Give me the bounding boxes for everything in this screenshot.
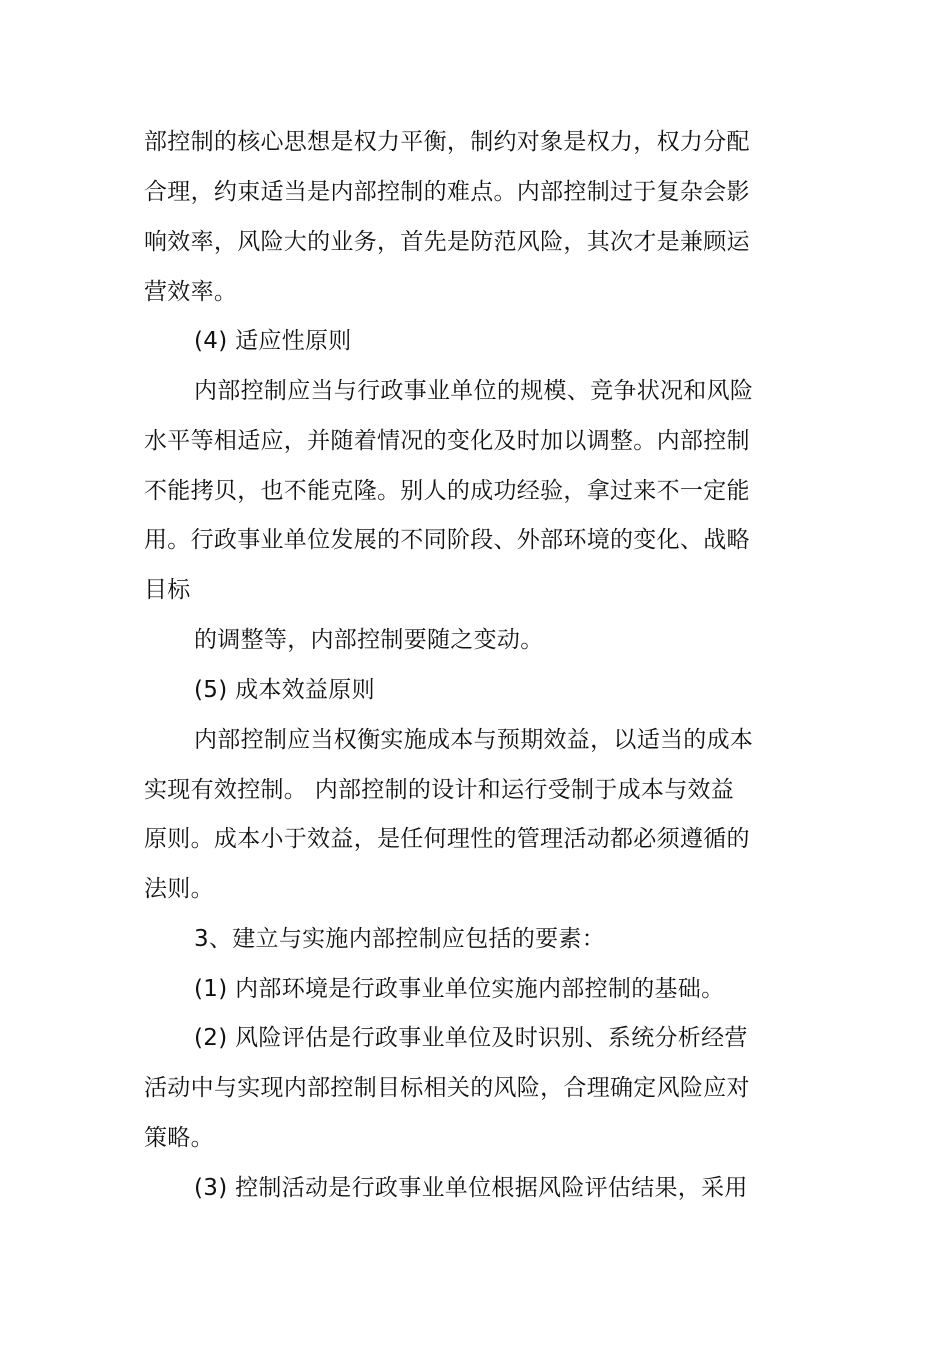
text-line: 内部控制应当与行政事业单位的规模、竞争状况和风险 <box>194 378 754 404</box>
text-line: 策略。 <box>144 1125 214 1151</box>
text-line: 部控制的核心思想是权力平衡，制约对象是权力，权力分配 <box>144 129 750 155</box>
section-heading: (4) 适应性原则 <box>194 328 352 354</box>
text-line: 不能拷贝，也不能克隆。别人的成功经验，拿过来不一定能 <box>144 478 750 504</box>
list-item: (1) 内部环境是行政事业单位实施内部控制的基础。 <box>194 976 725 1002</box>
section-heading: 3、建立与实施内部控制应包括的要素： <box>194 926 606 952</box>
text-line: 活动中与实现内部控制目标相关的风险，合理确定风险应对 <box>144 1075 750 1101</box>
text-line: 实现有效控制。 内部控制的设计和运行受制于成本与效益 <box>144 777 735 803</box>
section-heading: (5) 成本效益原则 <box>194 677 375 703</box>
text-line: 目标 <box>144 577 191 603</box>
list-item: (2) 风险评估是行政事业单位及时识别、系统分析经营 <box>194 1025 748 1051</box>
text-line: 原则。成本小于效益，是任何理性的管理活动都必须遵循的 <box>144 826 750 852</box>
text-line: 法则。 <box>144 876 214 902</box>
text-line: 响效率，风险大的业务，首先是防范风险，其次才是兼顾运 <box>144 229 750 255</box>
text-line: 的调整等，内部控制要随之变动。 <box>194 627 544 653</box>
text-line: 内部控制应当权衡实施成本与预期效益，以适当的成本 <box>194 727 754 753</box>
text-line: 用。行政事业单位发展的不同阶段、外部环境的变化、战略 <box>144 527 750 553</box>
text-line: 水平等相适应，并随着情况的变化及时加以调整。内部控制 <box>144 428 750 454</box>
text-line: 营效率。 <box>144 279 238 305</box>
text-line: 合理，约束适当是内部控制的难点。内部控制过于复杂会影 <box>144 179 750 205</box>
list-item: (3) 控制活动是行政事业单位根据风险评估结果，采用 <box>194 1175 748 1201</box>
